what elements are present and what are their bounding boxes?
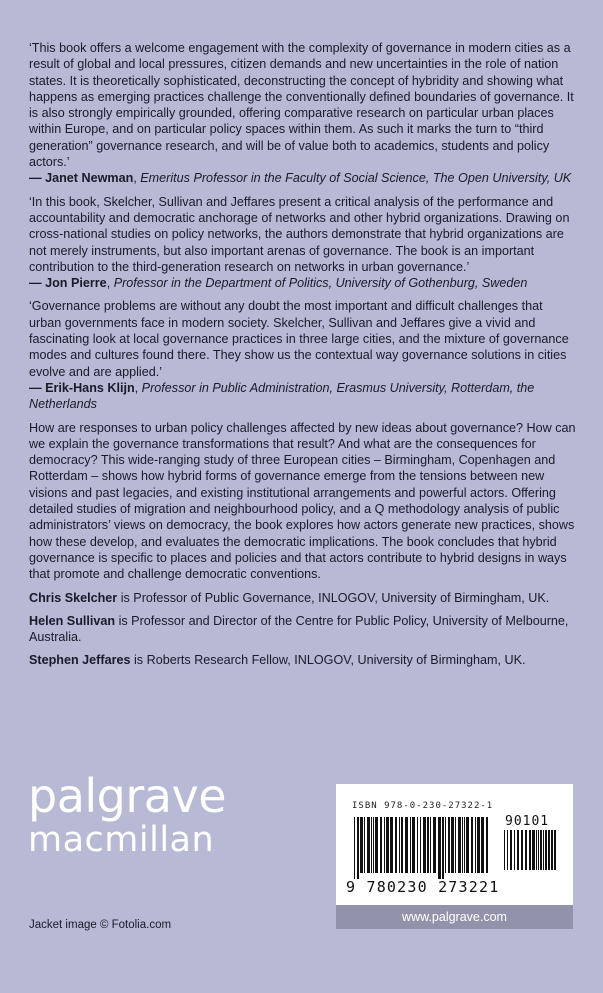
barcode-bar (412, 817, 415, 873)
endorsement-text: ‘Governance problems are without any doubt the most important and difficult challenges that urban governments face in modern society. Skelcher, Sullivan and Jeffares give a vivid and fascinating look at local governance practices in three large cities, and the mixture of governance modes and cultures found there. They show us the contextual way governance solutions in cities evolve and are applied.’ (29, 299, 569, 379)
author-name: Stephen Jeffares (29, 653, 131, 668)
isbn-label: ISBN 978-0-230-27322-1 (352, 801, 494, 811)
barcode-bar (507, 830, 508, 870)
endorser-title: Professor in the Department of Politics, University of Gothenburg, Sweden (113, 276, 528, 291)
book-description (29, 420, 577, 583)
logo-line-palgrave: palgrave (28, 769, 226, 823)
barcode-bar (525, 830, 527, 870)
barcode-bar (486, 817, 488, 873)
barcode-bar (532, 830, 535, 870)
barcode-bar (545, 830, 547, 870)
barcode-bar (464, 817, 465, 873)
barcode-bar (529, 830, 531, 870)
endorsement-2 (29, 194, 577, 292)
barcode-bar (373, 817, 374, 873)
barcode-bar (540, 830, 542, 870)
endorser-title: Professor in Public Administration, Erasmus University, Rotterdam, the Netherlands (29, 380, 535, 412)
barcode-bar (430, 817, 431, 873)
endorsement-1 (29, 40, 577, 187)
barcode-bar (466, 817, 469, 873)
barcode-bar (423, 817, 426, 873)
price-code: 90101 (505, 814, 550, 829)
endorsement-3 (29, 298, 577, 412)
barcode-bar (384, 817, 385, 873)
author-name: Chris Skelcher (29, 590, 118, 605)
barcode-bar (433, 817, 436, 873)
addon-barcode-bars (502, 830, 560, 876)
barcode-bar (357, 817, 359, 879)
barcode-bar (471, 817, 473, 873)
author-bio-2 (29, 613, 577, 646)
attribution-sep: , (133, 171, 141, 186)
barcode-bar (514, 830, 515, 870)
endorser-name: Janet Newman (45, 171, 134, 186)
description-text: How are responses to urban policy challenges affected by new ideas about governance? How can we explain the governance transformations that result? And what are the consequences for democracy? This wide-ranging study of three European cities – Birmingham, Copenhagen and Rotterdam – shows how hybrid forms of governance emerge from the tensions between new visions and past legacies, and existing institutional arrangements and powerful actors. Offering detailed studies of migration and neighbourhood policy, and a Q methodology analysis of public administrators’ views on democracy, the book explores how actors generate new practices, shows how these develop, and evaluates the democratic implications. The book concludes that hybrid governance is specific to places and policies and that actors contribute to hybrid designs in ways that promote and challenge democratic conventions. (29, 420, 576, 582)
website-strip[interactable] (336, 905, 573, 929)
attribution-dash: — (29, 380, 46, 395)
barcode-bar (458, 817, 461, 873)
barcode-bar (448, 817, 450, 873)
barcode-bar (517, 830, 519, 870)
barcode-bar (504, 830, 505, 870)
barcode-bar (420, 817, 421, 873)
endorser-name: Erik-Hans Klijn (45, 380, 135, 395)
barcode-bar (371, 817, 372, 873)
ean-digits: 9 780230 273221 (346, 878, 500, 896)
attribution-sep: , (106, 276, 114, 291)
barcode-bar (551, 830, 553, 870)
barcode-bar (354, 817, 355, 879)
endorsement-text: ‘This book offers a welcome engagement with the complexity of governance in modern cities as a result of global and local pressures, citizen demands and new uncertainties in the role of nation states. It is theoretically sophisticated, deconstructing the concept of hybridity and showing what happens as emerging practices challenge the conventionally defined boundaries of governance. It is also strongly empirically grounded, offering comparative research on particular urban places within Europe, and on particular policy spaces within them. As such it marks the turn to “third generation” governance research, and will be of value both to academics, students and policy actors.’ (29, 41, 574, 170)
barcode-bar (521, 830, 523, 870)
attribution-dash: — (29, 171, 46, 186)
author-bio-1 (29, 590, 577, 606)
barcode-bar (477, 817, 480, 873)
barcode-bar (442, 817, 444, 879)
endorser-title: Emeritus Professor in the Faculty of Social Science, The Open University, UK (140, 171, 572, 186)
barcode-bar (438, 817, 441, 879)
barcode-bar (386, 817, 389, 873)
endorsement-text: ‘In this book, Skelcher, Sullivan and Jeffares present a critical analysis of the performance and accountability and democratic anchorage of networks and other hybrid organizations. Drawing on cross-national studies on policy networks, the authors demonstrate that hybrid organizations are not merely instruments, but also important arenas of governance. The book is an important contribution to the third-generation research on networks in urban governance.’ (29, 194, 570, 274)
barcode-bar (401, 817, 403, 873)
barcode-bar (451, 817, 454, 873)
endorsement-attribution (29, 170, 577, 186)
barcode-bar (395, 817, 397, 873)
barcode-bar (536, 830, 537, 870)
website-link[interactable]: www.palgrave.com (402, 910, 507, 924)
endorsement-attribution (29, 275, 577, 291)
barcode-bar (475, 817, 476, 873)
barcode-bar (390, 817, 393, 873)
barcode-bar (417, 817, 418, 873)
barcode-bar (543, 830, 544, 870)
barcode-bar (399, 817, 400, 873)
author-name: Helen Sullivan (29, 613, 116, 628)
barcode-bar (364, 817, 365, 873)
barcode-bar (360, 817, 363, 873)
jacket-image-credit: Jacket image © Fotolia.com (29, 919, 172, 931)
palgrave-macmillan-logo (28, 769, 226, 860)
barcode-bar (375, 817, 378, 873)
barcode-bar (481, 817, 484, 873)
barcode-bar (410, 817, 411, 873)
barcode-bar (367, 817, 370, 873)
barcode-bar (445, 817, 446, 873)
endorser-name: Jon Pierre (45, 276, 107, 291)
back-cover-text (29, 40, 577, 676)
barcode-bar (380, 817, 382, 873)
barcode-bar (538, 830, 539, 870)
attribution-dash: — (29, 276, 46, 291)
author-bio-text: is Professor and Director of the Centre for Public Policy, University of Melbourne, Australia. (29, 613, 569, 645)
barcode-bar (427, 817, 429, 873)
isbn-barcode (336, 784, 573, 905)
author-bio-text: is Professor of Public Governance, INLOGOV, University of Birmingham, UK. (117, 590, 550, 605)
barcode-bar (548, 830, 550, 870)
barcode-bar (455, 817, 456, 873)
endorsement-attribution (29, 380, 577, 413)
logo-line-macmillan: macmillan (28, 820, 215, 860)
barcode-bar (554, 830, 556, 870)
ean13-barcode-bars (352, 817, 492, 879)
barcode-bar (462, 817, 463, 873)
attribution-sep: , (134, 380, 142, 395)
author-bio-text: is Roberts Research Fellow, INLOGOV, University of Birmingham, UK. (130, 653, 526, 668)
barcode-bar (510, 830, 512, 870)
author-bio-3 (29, 652, 577, 668)
barcode-bar (405, 817, 408, 873)
